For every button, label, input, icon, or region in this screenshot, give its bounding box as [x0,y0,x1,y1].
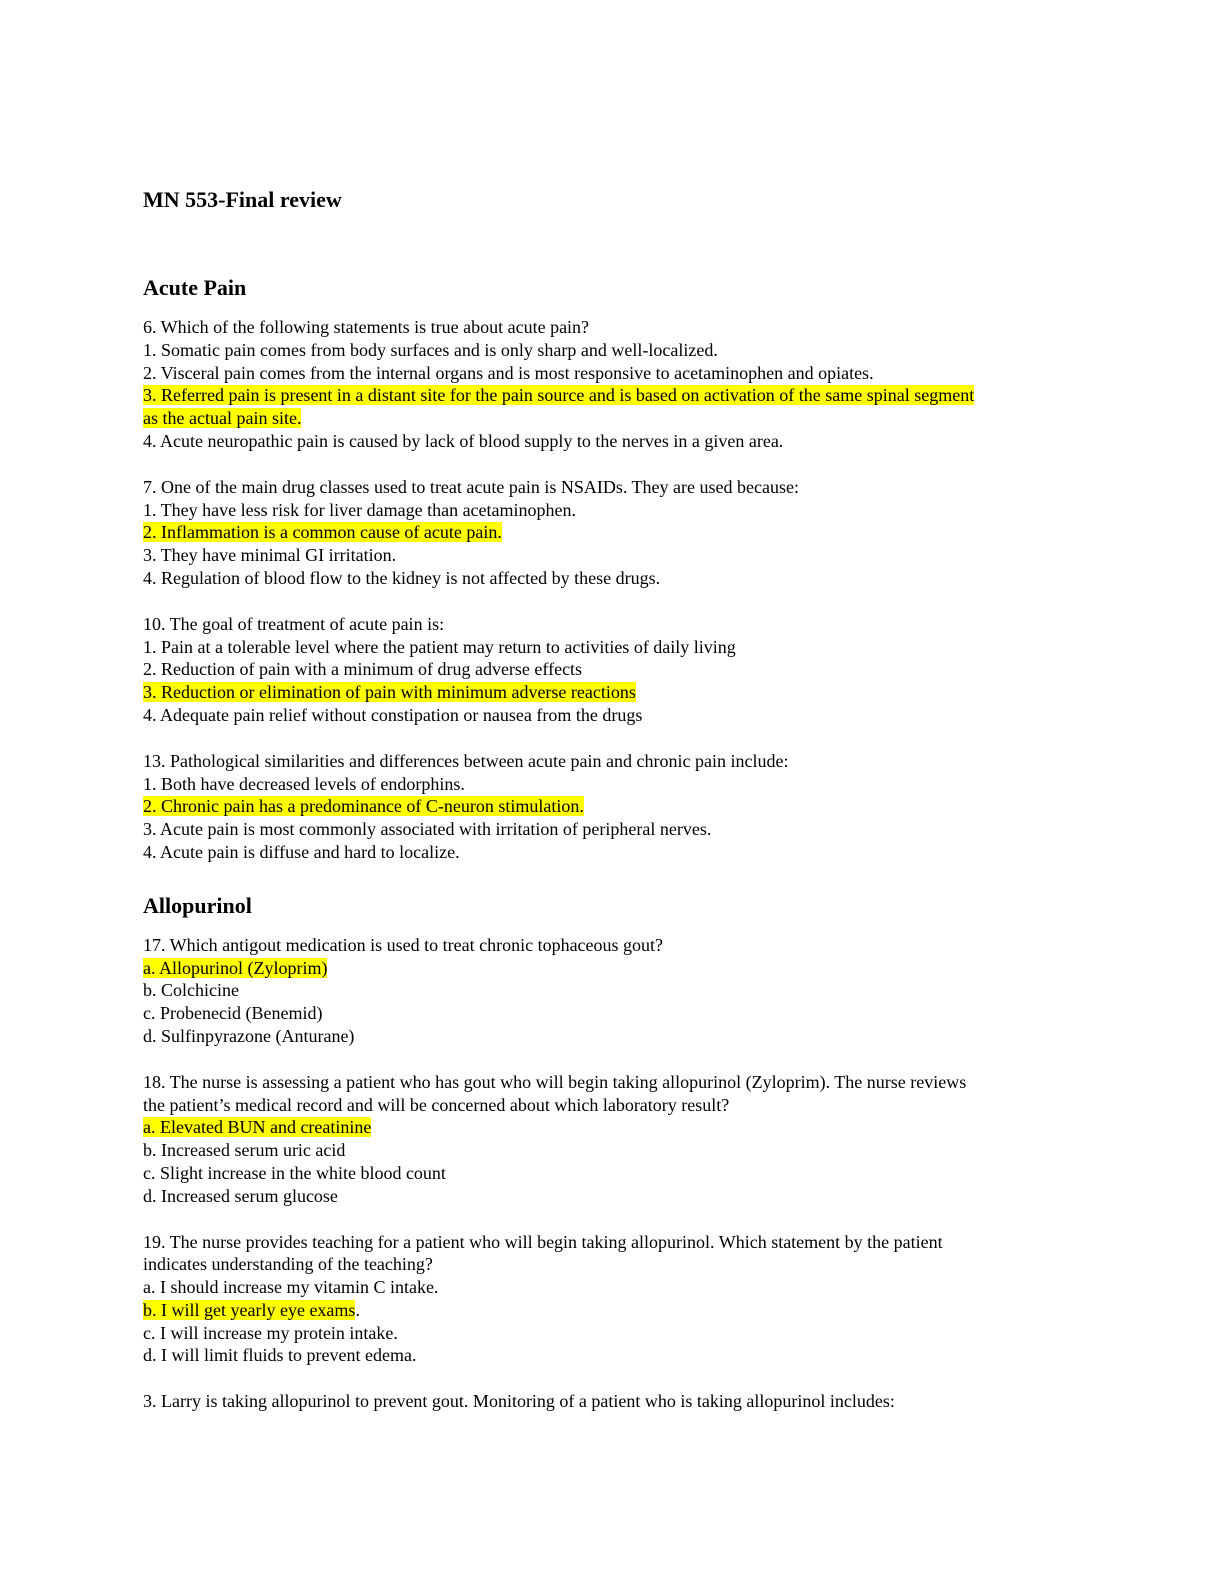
answer-option-highlighted [143,521,1083,544]
answer-option [143,1276,1083,1299]
answer-option [143,636,1083,659]
question-stem: the patient’s medical record and will be concerned about which laboratory result? [143,1094,730,1115]
answer-option-highlighted [143,1299,1083,1322]
option-text: a. I should increase my vitamin C intake. [143,1277,439,1298]
answer-option [143,1322,1083,1345]
option-text: 4. Acute pain is diffuse and hard to localize. [143,841,460,862]
option-text: a. Elevated BUN and creatinine [143,1117,372,1138]
answer-option-highlighted [143,1116,1083,1139]
question-block [143,613,1083,727]
option-text: a. Allopurinol (Zyloprim) [143,957,328,978]
question-stem: 6. Which of the following statements is true about acute pain? [143,317,590,337]
spacer [143,302,1083,316]
spacer [143,1048,1083,1071]
option-suffix: . [355,1299,360,1320]
answer-option [143,1025,1083,1048]
answer-option [143,430,1083,453]
question-stem: 18. The nurse is assessing a patient who has gout who will begin taking allopurinol (Zyloprim). The nurse reviews [143,1071,967,1092]
question-block [143,476,1083,590]
option-text: 2. Chronic pain has a predominance of C-neuron stimulation. [143,796,584,817]
question-stem: 10. The goal of treatment of acute pain is: [143,613,445,634]
question-block [143,1071,1083,1208]
option-text: 3. Reduction or elimination of pain with minimum adverse reactions [143,682,636,703]
spacer [143,453,1083,476]
option-text: 4. Adequate pain relief without constipation or nausea from the drugs [143,704,643,725]
spacer [143,1367,1083,1390]
question-stem: 3. Larry is taking allopurinol to prevent gout. Monitoring of a patient who is taking allopurinol includes: [143,1391,895,1412]
question-stem: 13. Pathological similarities and differences between acute pain and chronic pain include: [143,750,789,771]
spacer [143,590,1083,613]
answer-option-highlighted [143,407,1083,430]
spacer [143,864,1083,892]
option-text: 4. Regulation of blood flow to the kidney is not affected by these drugs. [143,567,661,588]
spacer [143,920,1083,934]
answer-option [143,1185,1083,1208]
spacer [143,727,1083,750]
question-block [143,750,1083,864]
option-text: 3. Acute pain is most commonly associated with irritation of peripheral nerves. [143,819,712,840]
spacer [143,1208,1083,1231]
answer-option-highlighted [143,795,1083,818]
option-text: b. Increased serum uric acid [143,1140,346,1161]
option-text: c. Probenecid (Benemid) [143,1003,323,1024]
option-text: as the actual pain site. [143,408,302,429]
option-text: 2. Visceral pain comes from the internal organs and is most responsive to acetaminophen and opiates. [143,362,874,383]
option-text: b. Colchicine [143,980,239,1001]
answer-option [143,1002,1083,1025]
answer-option [143,1162,1083,1185]
option-text: 3. Referred pain is present in a distant site for the pain source and is based on activation of the same spinal segment [143,385,975,406]
answer-option-highlighted [143,957,1083,980]
option-text: d. Sulfinpyrazone (Anturane) [143,1025,355,1046]
answer-option [143,704,1083,727]
answer-option [143,339,1083,362]
option-text: b. I will get yearly eye exams [143,1299,356,1320]
option-text: 3. They have minimal GI irritation. [143,545,397,566]
option-text: d. Increased serum glucose [143,1185,338,1206]
option-text: c. Slight increase in the white blood count [143,1162,446,1183]
option-text: 1. Pain at a tolerable level where the patient may return to activities of daily living [143,636,736,657]
question-block [143,1390,1083,1413]
answer-option-highlighted [143,384,1083,407]
spacer [143,214,1083,274]
answer-option-highlighted [143,681,1083,704]
question-stem: 17. Which antigout medication is used to treat chronic tophaceous gout? [143,934,664,955]
answer-option [143,841,1083,864]
question-block [143,1231,1083,1368]
option-text: 1. Both have decreased levels of endorphins. [143,773,465,794]
document-body [143,274,1083,1413]
answer-option [143,979,1083,1002]
document-title: MN 553-Final review [143,187,342,212]
section-heading: Allopurinol [143,892,252,918]
answer-option [143,567,1083,590]
answer-option [143,818,1083,841]
answer-option [143,658,1083,681]
section-heading: Acute Pain [143,275,247,300]
answer-option [143,544,1083,567]
question-block [143,934,1083,1048]
document-page [143,186,1083,1413]
answer-option [143,499,1083,522]
answer-option [143,1344,1083,1367]
question-stem: 7. One of the main drug classes used to treat acute pain is NSAIDs. They are used because: [143,476,799,497]
question-stem: 19. The nurse provides teaching for a patient who will begin taking allopurinol. Which statement by the patient [143,1231,943,1252]
option-text: c. I will increase my protein intake. [143,1322,398,1343]
option-text: 2. Reduction of pain with a minimum of drug adverse effects [143,659,583,680]
option-text: 2. Inflammation is a common cause of acute pain. [143,522,502,543]
answer-option [143,773,1083,796]
answer-option [143,1139,1083,1162]
option-text: 4. Acute neuropathic pain is caused by lack of blood supply to the nerves in a given area. [143,430,784,451]
answer-option [143,362,1083,385]
option-text: d. I will limit fluids to prevent edema. [143,1345,417,1366]
option-text: 1. They have less risk for liver damage than acetaminophen. [143,499,577,520]
question-block [143,316,1083,453]
question-stem: indicates understanding of the teaching? [143,1254,433,1275]
option-text: 1. Somatic pain comes from body surfaces and is only sharp and well-localized. [143,339,718,360]
